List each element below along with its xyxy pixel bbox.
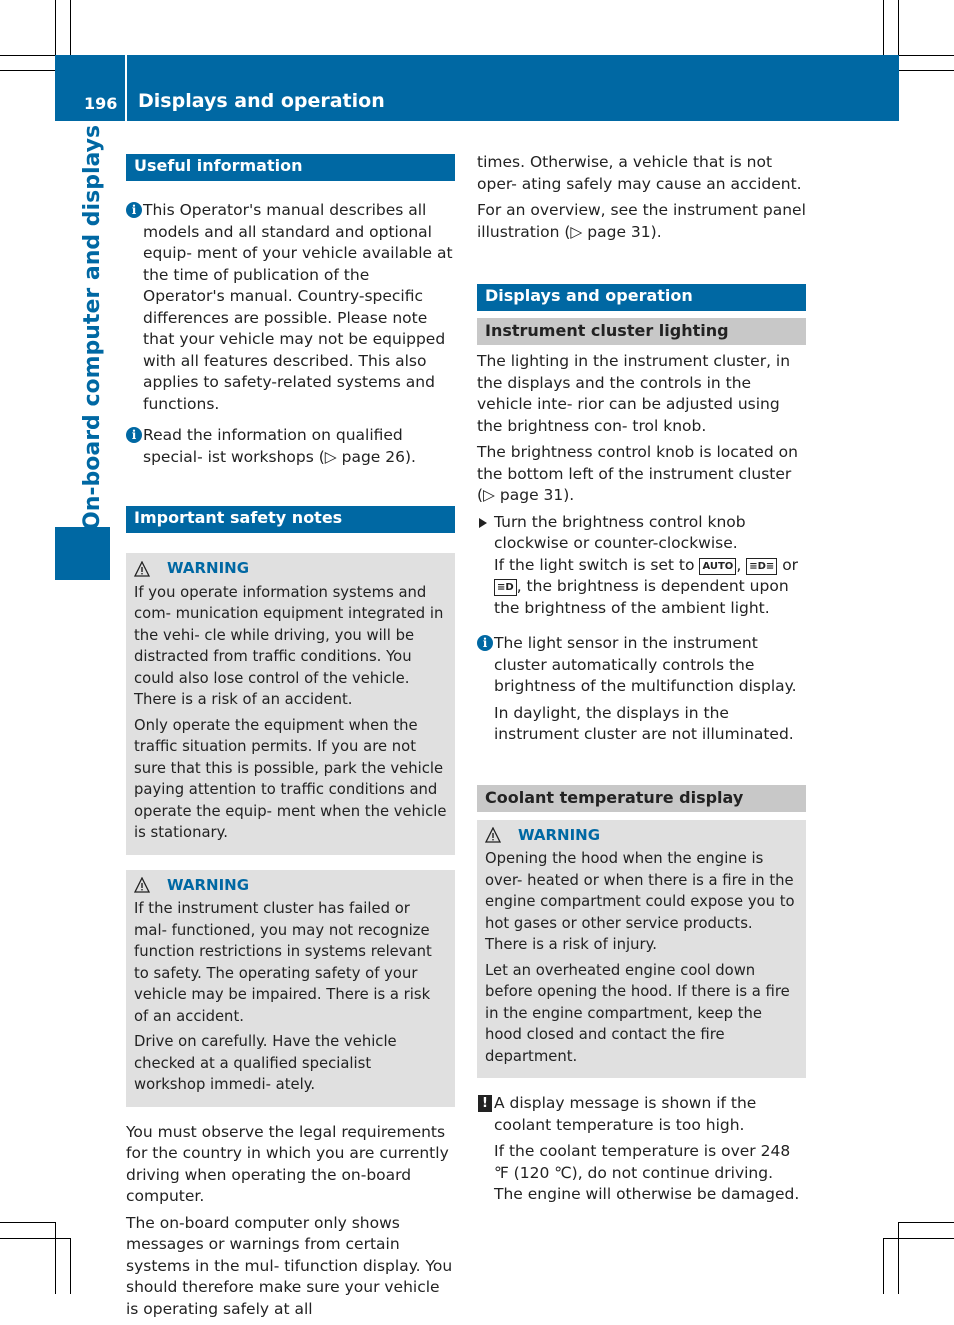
body-paragraph: You must observe the legal requirements for the country in which you are currently driving when operating the on-board computer. xyxy=(126,1122,449,1205)
warning-text: If you operate information systems and com- munication equipment integrated in the vehi- cle while driving, you will be distracted from traffic conditions. You could also lose control of the vehicle. There is a risk of an accident. xyxy=(134,583,444,708)
parking-lamps-icon: ≡D≡ xyxy=(746,558,777,575)
side-tab-label: On-board computer and displays xyxy=(80,124,105,530)
crop-mark xyxy=(898,1222,899,1294)
right-column xyxy=(477,152,806,1211)
side-tab xyxy=(55,527,110,580)
section-important-safety-notes: Important safety notes xyxy=(126,506,455,533)
info-note xyxy=(477,633,806,746)
warning-heading xyxy=(485,825,798,847)
crop-mark xyxy=(0,55,55,56)
info-icon: i xyxy=(126,202,142,218)
exclamation-icon: ! xyxy=(478,1095,492,1112)
info-note xyxy=(126,425,455,468)
info-text: This Operator's manual describes all models and all standard and optional equip- ment of your vehicle available at the time of publication of the Operator's manual. Country-specific differences are possible. Please note that your vehicle may not be equipped with all features described. This also applies to safety-related systems and functions. xyxy=(143,201,453,413)
page-number: 196 xyxy=(84,94,118,113)
crop-mark xyxy=(70,1238,71,1294)
body-paragraph: The lighting in the instrument cluster, in the displays and the controls in the vehicle inte- rior can be adjusted using the brightness con- trol knob. xyxy=(477,352,791,435)
info-text: Read the information on qualified special- ist workshops (▷ page 26). xyxy=(143,426,416,466)
crop-mark xyxy=(899,70,954,71)
warning-box xyxy=(126,870,455,1107)
left-column xyxy=(126,154,455,1325)
crop-mark xyxy=(0,1238,71,1239)
warning-heading xyxy=(134,875,447,897)
body-paragraph: times. Otherwise, a vehicle that is not oper- ating safely may cause an accident. xyxy=(477,153,802,193)
section-useful-information: Useful information xyxy=(126,154,455,181)
crop-mark xyxy=(899,1222,954,1223)
low-beam-icon: ≡D xyxy=(494,579,517,596)
header-divider xyxy=(125,55,127,121)
warning-text: Let an overheated engine cool down before opening the hood. If there is a fire in the engine compartment, keep the hood closed and contact the fire department. xyxy=(485,961,790,1065)
warning-text: Drive on carefully. Have the vehicle checked at a qualified specialist workshop immedi- ately. xyxy=(134,1033,397,1093)
warning-triangle-icon xyxy=(134,877,150,893)
crop-mark xyxy=(883,1238,884,1294)
body-paragraph: The on-board computer only shows messages or warnings from certain systems in the mul- tifunction display. You should therefore make sure your vehicle is operating safely at all xyxy=(126,1213,453,1318)
step-subtext: If the light switch is set to AUTO , ≡D≡ or ≡D , the brightness is dependent upon the brightness of the ambient light. xyxy=(494,555,799,617)
warning-triangle-icon xyxy=(485,827,501,843)
warning-box xyxy=(477,820,806,1079)
warning-text: Only operate the equipment when the traffic situation permits. If you are not sure that this is possible, park the vehicle paying attention to traffic conditions and operate the equip- ment when the vehicle is stationary. xyxy=(134,716,447,841)
separator-or: or xyxy=(782,555,799,574)
info-note xyxy=(126,200,455,415)
warning-text: Opening the hood when the engine is over- heated or when there is a fire in the engine compartment could expose you to hot gases or other service products. There is a risk of injury. xyxy=(485,850,795,953)
warning-label: WARNING xyxy=(167,875,250,894)
info-icon: i xyxy=(126,427,142,443)
crop-mark xyxy=(883,1238,954,1239)
warning-label: WARNING xyxy=(167,559,250,577)
warning-triangle-icon xyxy=(134,561,150,577)
instruction-step xyxy=(477,512,806,620)
crop-mark xyxy=(55,1222,56,1294)
crop-mark xyxy=(899,55,954,56)
warning-label: WARNING xyxy=(518,825,601,844)
crop-mark xyxy=(55,0,56,55)
info-text: The light sensor in the instrument cluster automatically controls the brightness of the multifunction display. xyxy=(494,634,797,695)
info-text: In daylight, the displays in the instrument cluster are not illuminated. xyxy=(494,703,794,743)
caution-text: If the coolant temperature is over 248 ℉ (120 ℃), do not continue driving. The engine will otherwise be damaged. xyxy=(494,1142,800,1203)
warning-box xyxy=(126,553,455,855)
warning-text: If the instrument cluster has failed or mal- functioned, you may not recognize function restrictions in systems relevant to safety. The operating safety of your vehicle may be impaired. There is a risk of an accident. xyxy=(134,900,432,1025)
crop-mark xyxy=(0,70,55,71)
subsection-coolant-temperature-display: Coolant temperature display xyxy=(477,785,806,812)
crop-mark xyxy=(70,0,71,55)
crop-mark xyxy=(0,1222,55,1223)
step-text: Turn the brightness control knob clockwise or counter-clockwise. xyxy=(494,512,746,552)
caution-text: A display message is shown if the coolant temperature is too high. xyxy=(494,1094,757,1134)
auto-lights-icon: AUTO xyxy=(699,558,736,575)
step-arrow-icon xyxy=(479,518,487,528)
body-paragraph: The brightness control knob is located on the bottom left of the instrument cluster (▷ page 31). xyxy=(477,443,798,504)
subsection-instrument-cluster-lighting: Instrument cluster lighting xyxy=(477,318,806,345)
crop-mark xyxy=(883,0,884,55)
crop-mark xyxy=(898,0,899,55)
caution-note xyxy=(477,1093,806,1206)
info-icon: i xyxy=(477,635,493,651)
warning-heading xyxy=(134,558,447,580)
header-title: Displays and operation xyxy=(138,90,385,112)
section-displays-and-operation: Displays and operation xyxy=(477,284,806,311)
separator-comma: , xyxy=(736,555,742,574)
body-paragraph: For an overview, see the instrument panel illustration (▷ page 31). xyxy=(477,201,806,241)
